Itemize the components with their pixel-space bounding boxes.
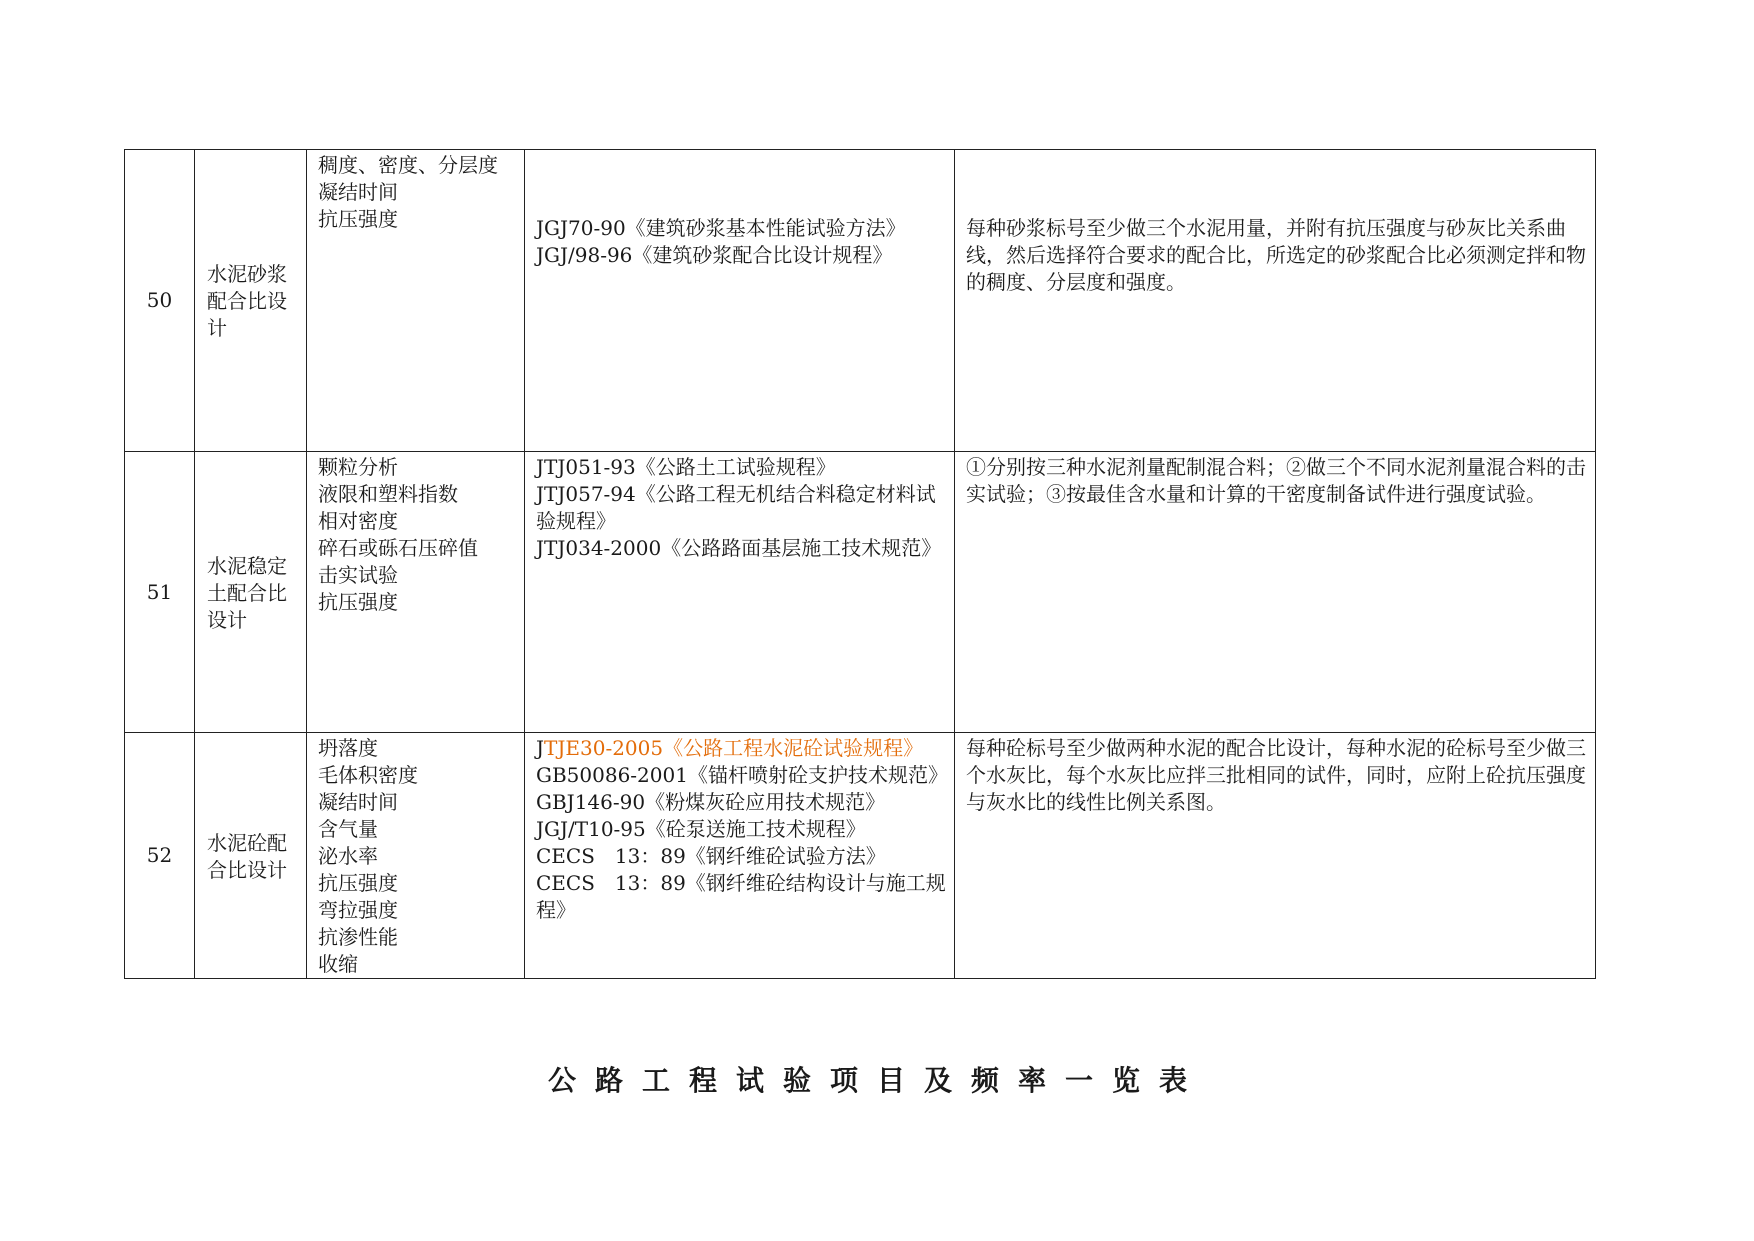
- test-items-cell: [307, 733, 525, 979]
- table-row: [125, 150, 1596, 452]
- standards-cell: [525, 452, 955, 733]
- test-item: 抗渗性能: [318, 925, 398, 949]
- standard: GBJ146-90《粉煤灰砼应用技术规范》: [536, 790, 886, 814]
- test-item: 凝结时间: [318, 790, 398, 814]
- test-item: 稠度、密度、分层度: [318, 153, 498, 177]
- test-item: 弯拉强度: [318, 898, 398, 922]
- table-row: [125, 733, 1596, 979]
- test-item: 抗压强度: [318, 207, 398, 231]
- notes-cell: [955, 150, 1596, 452]
- test-name: 水泥砂浆配合比设计: [195, 150, 307, 452]
- standard: CECS 13：89《钢纤维砼结构设计与施工规程》: [536, 871, 946, 922]
- test-item: 收缩: [318, 952, 358, 976]
- standard: JGJ/98-96《建筑砂浆配合比设计规程》: [536, 243, 893, 267]
- standard: JGJ70-90《建筑砂浆基本性能试验方法》: [536, 216, 906, 240]
- standards-cell: [525, 733, 955, 979]
- notes-text: 每种砼标号至少做两种水泥的配合比设计，每种水泥的砼标号至少做三个水灰比，每个水灰比应拌三批相同的试件，同时，应附上砼抗压强度与灰水比的线性比例关系图。: [966, 736, 1586, 814]
- test-item: 含气量: [318, 817, 378, 841]
- test-item: 击实试验: [318, 563, 398, 587]
- page-title: 公路工程试验项目及频率一览表: [547, 1064, 1206, 1097]
- notes-text: ①分别按三种水泥剂量配制混合料；②做三个不同水泥剂量混合料的击实试验；③按最佳含水量和计算的干密度制备试件进行强度试验。: [966, 455, 1586, 506]
- test-item: 颗粒分析: [318, 455, 398, 479]
- notes-cell: [955, 452, 1596, 733]
- standard: JTJ057-94《公路工程无机结合料稳定材料试验规程》: [536, 482, 936, 533]
- standard: CECS 13：89《钢纤维砼试验方法》: [536, 844, 886, 868]
- row-number: 52: [125, 733, 195, 979]
- notes-cell: [955, 733, 1596, 979]
- row-number: 51: [125, 452, 195, 733]
- standard-prefix: J: [536, 736, 545, 760]
- test-item: 毛体积密度: [318, 763, 418, 787]
- test-name: 水泥稳定土配合比设计: [195, 452, 307, 733]
- standard-highlight-text: TJE30-2005《公路工程水泥砼试验规程》: [544, 736, 924, 760]
- standard: JTJ034-2000《公路路面基层施工技术规范》: [536, 536, 942, 560]
- test-name: 水泥砼配合比设计: [195, 733, 307, 979]
- standard-highlighted: [536, 735, 946, 762]
- test-item: 碎石或砾石压碎值: [318, 536, 478, 560]
- test-item: 泌水率: [318, 844, 378, 868]
- test-item: 抗压强度: [318, 590, 398, 614]
- standard: GB50086-2001《锚杆喷射砼支护技术规范》: [536, 763, 948, 787]
- row-number: 50: [125, 150, 195, 452]
- test-item: 坍落度: [318, 736, 378, 760]
- test-item: 凝结时间: [318, 180, 398, 204]
- standard: JTJ051-93《公路土工试验规程》: [536, 455, 836, 479]
- standards-cell: [525, 150, 955, 452]
- test-item: 相对密度: [318, 509, 398, 533]
- notes-text: 每种砂浆标号至少做三个水泥用量，并附有抗压强度与砂灰比关系曲线，然后选择符合要求的配合比，所选定的砂浆配合比必须测定拌和物的稠度、分层度和强度。: [966, 216, 1586, 294]
- test-items-cell: [307, 452, 525, 733]
- test-items-table: [124, 149, 1596, 979]
- test-item: 抗压强度: [318, 871, 398, 895]
- table-row: [125, 452, 1596, 733]
- test-items-cell: [307, 150, 525, 452]
- standard: JGJ/T10-95《砼泵送施工技术规程》: [536, 817, 866, 841]
- test-item: 液限和塑料指数: [318, 482, 458, 506]
